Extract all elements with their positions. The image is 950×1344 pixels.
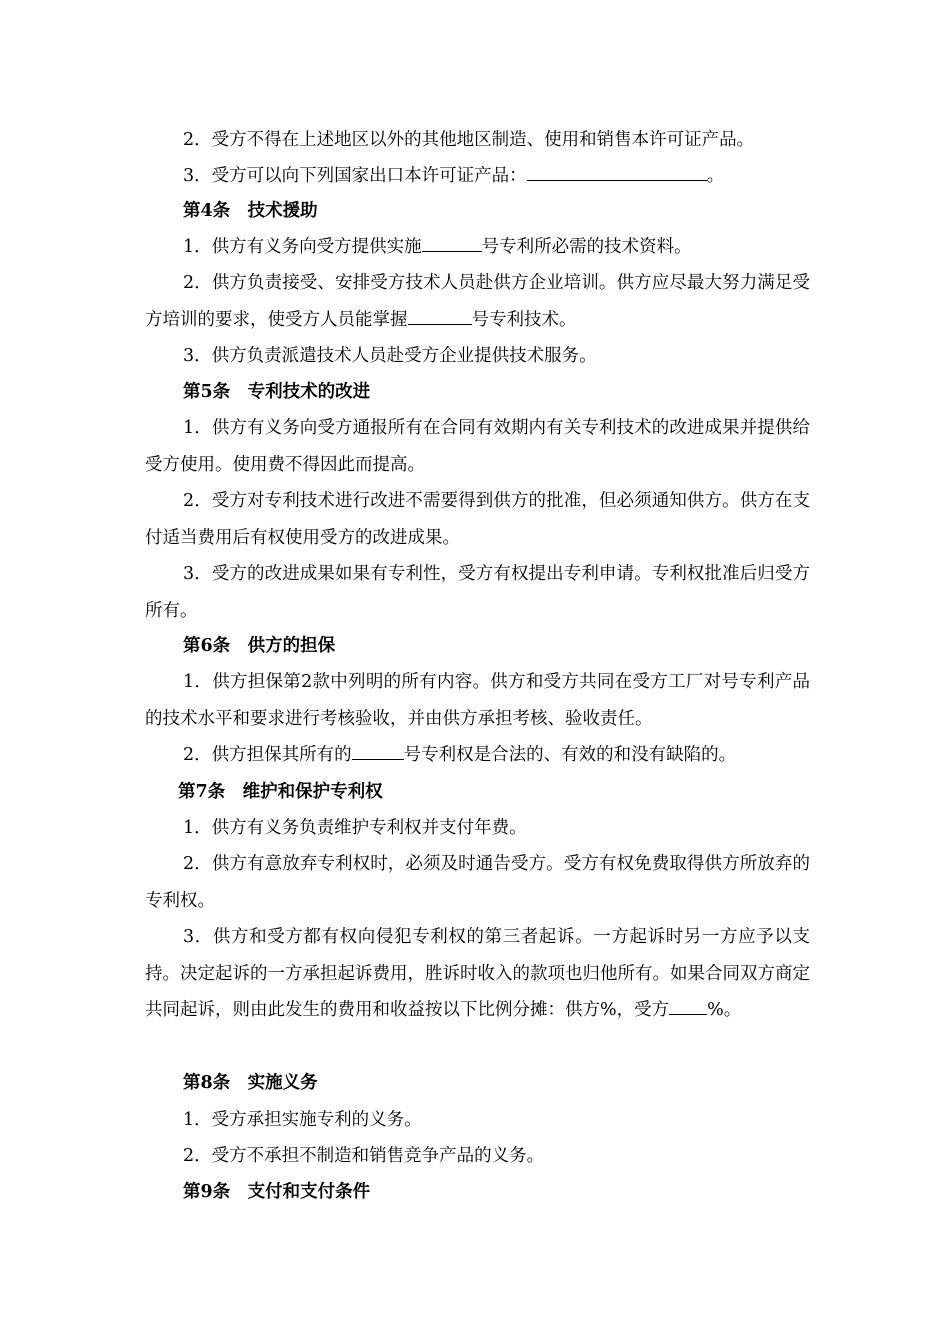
clause-5-2: 2．受方对专利技术进行改进不需要得到供方的批准，但必须通知供方。供方在支付适当费用后有权使用受方的改进成果。 [145,491,810,548]
blank-line [408,306,472,325]
clause-4-3: 3．供方负责派遣技术人员赴受方企业提供技术服务。 [183,346,597,366]
blank-line [352,741,404,760]
clause-7-3: 3．供方和受方都有权向侵犯专利权的第三者起诉。一方起诉时另一方应予以支持。决定起诉的一方承担起诉费用，胜诉时收入的款项也归他所有。如果合同双方商定共同起诉，则由此发生的费用和收益按以下比例分摊：供方%，受方 %。 [145,927,810,1020]
clause-5-3: 3．受方的改进成果如果有专利性，受方有权提出专利申请。专利权批准后归受方所有。 [145,564,810,621]
clause-8-2: 2．受方不承担不制造和销售竞争产品的义务。 [183,1146,545,1166]
article-8-heading: 第8条 实施义务 [183,1073,318,1093]
blank-line [527,162,707,181]
article-7-heading: 第7条 维护和保护专利权 [178,782,383,802]
blank-line [669,996,707,1015]
article-9-heading: 第9条 支付和支付条件 [183,1182,371,1202]
clause-4-2: 2．供方负责接受、安排受方技术人员赴供方企业培训。供方应尽最大努力满足受方培训的要求，使受方人员能掌握 号专利技术。 [145,273,810,330]
blank-line [422,233,482,252]
clause-3-3: 3．受方可以向下列国家出口本许可证产品： 。 [145,158,810,195]
clause-5-1: 1．供方有义务向受方通报所有在合同有效期内有关专利技术的改进成果并提供给受方使用。使用费不得因此而提高。 [145,418,810,475]
article-5-heading: 第5条 专利技术的改进 [183,382,371,402]
clause-7-1: 1．供方有义务负责维护专利权并支付年费。 [183,818,527,838]
clause-3-2: 2．受方不得在上述地区以外的其他地区制造、使用和销售本许可证产品。 [183,130,755,150]
clause-7-2: 2．供方有意放弃专利权时，必须及时通告受方。受方有权免费取得供方所放弃的专利权。 [145,854,810,911]
article-4-heading: 第4条 技术援助 [183,201,318,221]
clause-6-1: 1．供方担保第2款中列明的所有内容。供方和受方共同在受方工厂对号专利产品的技术水平和要求进行考核验收，并由供方承担考核、验收责任。 [145,672,810,729]
clause-8-1: 1．受方承担实施专利的义务。 [183,1110,422,1130]
article-6-heading: 第6条 供方的担保 [183,636,336,656]
clause-4-1: 1．供方有义务向受方提供实施 号专利所必需的技术资料。 [145,229,810,266]
clause-6-2: 2．供方担保其所有的 号专利权是合法的、有效的和没有缺陷的。 [145,737,810,774]
